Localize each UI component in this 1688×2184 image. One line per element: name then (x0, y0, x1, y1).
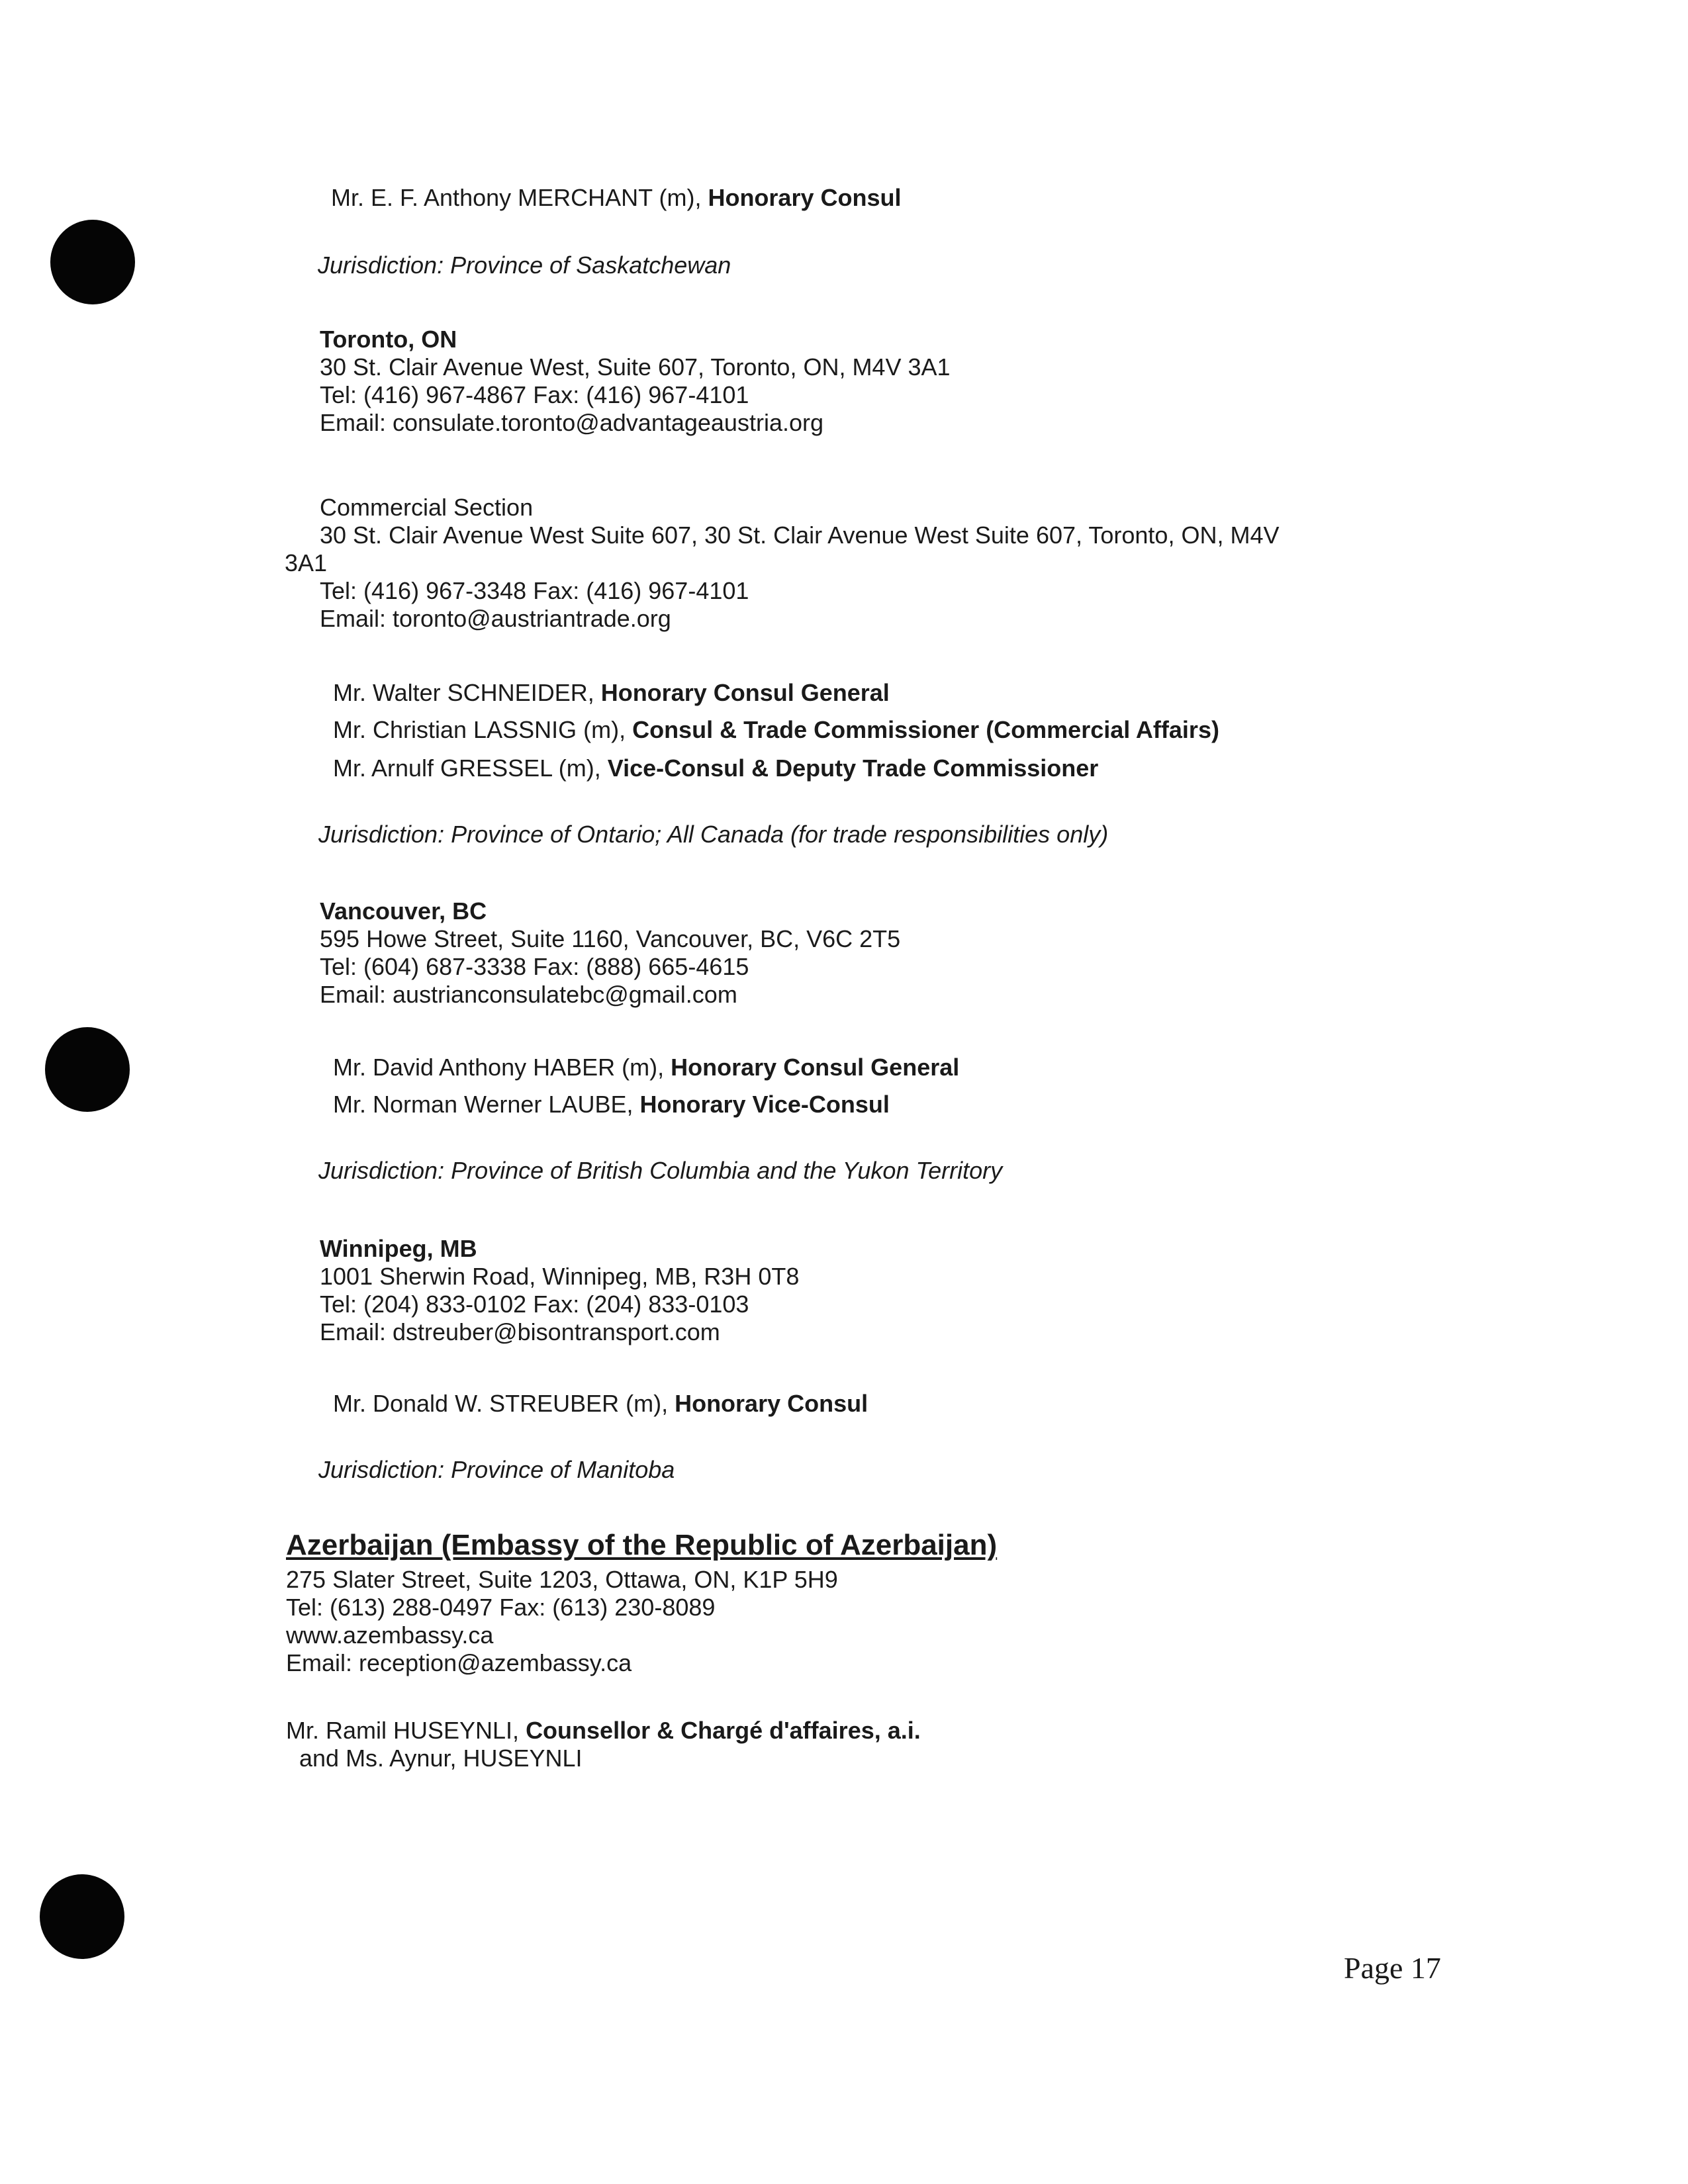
vancouver-city: Vancouver, BC (320, 897, 487, 925)
vancouver-address: 595 Howe Street, Suite 1160, Vancouver, BC, V6C 2T5 (320, 925, 901, 952)
saskatoon-jurisdiction: Jurisdiction: Province of Saskatchewan (318, 251, 731, 279)
toronto-address: 30 St. Clair Avenue West, Suite 607, Toronto, ON, M4V 3A1 (320, 353, 951, 381)
vancouver-jurisdiction: Jurisdiction: Province of British Columbia and the Yukon Territory (318, 1157, 1003, 1184)
azerbaijan-email: Email: reception@azembassy.ca (286, 1649, 632, 1676)
toronto-commercial-address-line2: 3A1 (285, 549, 328, 576)
saskatoon-consul-title: Honorary Consul (708, 184, 902, 211)
toronto-city: Toronto, ON (320, 326, 457, 353)
toronto-commercial-address-line1: 30 St. Clair Avenue West Suite 607, 30 St. Clair Avenue West Suite 607, Toronto, ON, M4V (320, 522, 1280, 549)
staff-name: Mr. Norman Werner LAUBE, (333, 1091, 640, 1118)
staff-name: Mr. Arnulf GRESSEL (m), (333, 754, 608, 782)
binder-hole-bottom (40, 1874, 124, 1959)
staff-title: Honorary Consul (675, 1390, 868, 1417)
saskatoon-consul-name: Mr. E. F. Anthony MERCHANT (m), (331, 184, 708, 211)
azerbaijan-head-title: Counsellor & Chargé d'affaires, a.i. (526, 1717, 921, 1744)
toronto-commercial-email: Email: toronto@austriantrade.org (320, 605, 671, 632)
staff-title: Consul & Trade Commissioner (Commercial Affairs) (632, 716, 1219, 743)
page-number: Page 17 (1344, 1951, 1441, 1985)
toronto-staff-1 (333, 679, 890, 707)
winnipeg-tel: Tel: (204) 833-0102 Fax: (204) 833-0103 (320, 1291, 749, 1318)
saskatoon-consul (331, 184, 901, 212)
azerbaijan-head-name: Mr. Ramil HUSEYNLI, (286, 1717, 526, 1744)
staff-title: Honorary Vice-Consul (639, 1091, 890, 1118)
staff-name: Mr. Christian LASSNIG (m), (333, 716, 633, 743)
toronto-jurisdiction: Jurisdiction: Province of Ontario; All Canada (for trade responsibilities only) (318, 821, 1109, 848)
winnipeg-city: Winnipeg, MB (320, 1235, 477, 1262)
winnipeg-address: 1001 Sherwin Road, Winnipeg, MB, R3H 0T8 (320, 1263, 800, 1290)
winnipeg-email: Email: dstreuber@bisontransport.com (320, 1318, 720, 1345)
vancouver-tel: Tel: (604) 687-3338 Fax: (888) 665-4615 (320, 953, 749, 980)
staff-name: Mr. Walter SCHNEIDER, (333, 679, 601, 706)
azerbaijan-tel: Tel: (613) 288-0497 Fax: (613) 230-8089 (286, 1594, 716, 1621)
binder-hole-top (50, 220, 135, 304)
azerbaijan-address: 275 Slater Street, Suite 1203, Ottawa, ON, K1P 5H9 (286, 1566, 838, 1593)
staff-title: Honorary Consul General (600, 679, 890, 706)
winnipeg-staff-1 (333, 1390, 868, 1418)
toronto-email: Email: consulate.toronto@advantageaustria.org (320, 409, 823, 436)
vancouver-staff-2 (333, 1091, 890, 1118)
toronto-commercial-label: Commercial Section (320, 494, 534, 521)
binder-hole-middle (45, 1027, 130, 1112)
toronto-tel: Tel: (416) 967-4867 Fax: (416) 967-4101 (320, 381, 749, 408)
toronto-staff-2 (333, 716, 1219, 744)
toronto-commercial-tel: Tel: (416) 967-3348 Fax: (416) 967-4101 (320, 577, 749, 604)
azerbaijan-spouse: and Ms. Aynur, HUSEYNLI (299, 1745, 583, 1772)
vancouver-email: Email: austrianconsulatebc@gmail.com (320, 981, 737, 1008)
vancouver-staff-1 (333, 1054, 959, 1081)
winnipeg-jurisdiction: Jurisdiction: Province of Manitoba (318, 1456, 675, 1483)
azerbaijan-heading: Azerbaijan (Embassy of the Republic of Azerbaijan) (286, 1529, 998, 1561)
azerbaijan-head (286, 1717, 921, 1745)
staff-name: Mr. Donald W. STREUBER (m), (333, 1390, 675, 1417)
staff-name: Mr. David Anthony HABER (m), (333, 1054, 671, 1081)
staff-title: Vice-Consul & Deputy Trade Commissioner (607, 754, 1099, 782)
toronto-staff-3 (333, 754, 1098, 782)
staff-title: Honorary Consul General (671, 1054, 960, 1081)
azerbaijan-web: www.azembassy.ca (286, 1621, 494, 1649)
